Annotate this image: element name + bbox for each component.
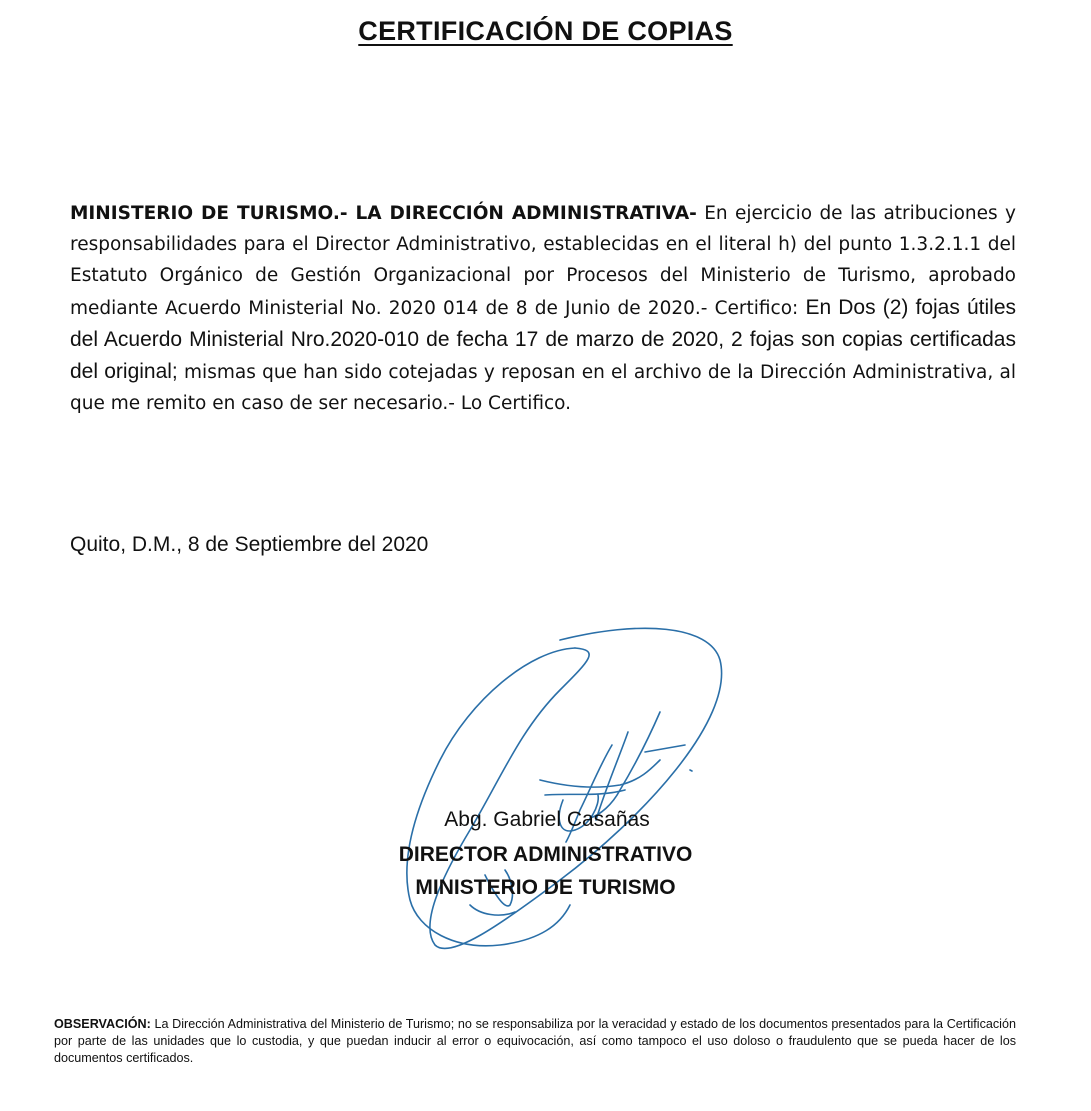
signer-role: DIRECTOR ADMINISTRATIVO bbox=[398, 843, 693, 866]
certification-paragraph bbox=[70, 198, 1016, 419]
signer-organization: MINISTERIO DE TURISMO bbox=[415, 876, 676, 899]
paragraph-insert: En Dos (2) fojas útiles del Acuerdo Ministerial Nro.2020-010 de fecha 17 de marzo de 2020, 2 fojas son copias certificadas del original; bbox=[70, 295, 1016, 384]
signer-name bbox=[0, 808, 1091, 832]
observation-label: OBSERVACIÓN: bbox=[54, 1017, 151, 1031]
paragraph-text-1: En ejercicio de las atribuciones y responsabilidades para el Director Administrativo, establecidas en el literal h) del punto 1.3.2.1.1 del Estatuto Orgánico de Gestión Organizacional por Procesos del Ministerio de Turismo, aprobado mediante Acuerdo Ministerial No. 2020 014 de 8 de Junio de 2020.- Certifico: bbox=[70, 203, 1016, 319]
observation-note bbox=[54, 1016, 1016, 1067]
document-title bbox=[0, 16, 1091, 47]
observation-text: La Dirección Administrativa del Ministerio de Turismo; no se responsabiliza por la veracidad y estado de los documentos presentados para la Certificación por parte de las unidades que lo custodia, y que puedan inducir al error o equivocación, así como tampoco el uso doloso o fraudulento que se pueda hacer de los documentos certificados. bbox=[54, 1017, 1016, 1065]
paragraph-lead: MINISTERIO DE TURISMO.- LA DIRECCIÓN ADMINISTRATIVA- bbox=[70, 203, 697, 224]
place-date: Quito, D.M., 8 de Septiembre del 2020 bbox=[70, 533, 429, 556]
signer-name-text: Abg. Gabriel Casañas bbox=[444, 808, 650, 831]
paragraph-text-2: mismas que han sido cotejadas y reposan en el archivo de la Dirección Administrativa, al que me remito en caso de ser necesario.- Lo Certifico. bbox=[70, 362, 1016, 415]
document-title-text: CERTIFICACIÓN DE COPIAS bbox=[358, 16, 733, 46]
